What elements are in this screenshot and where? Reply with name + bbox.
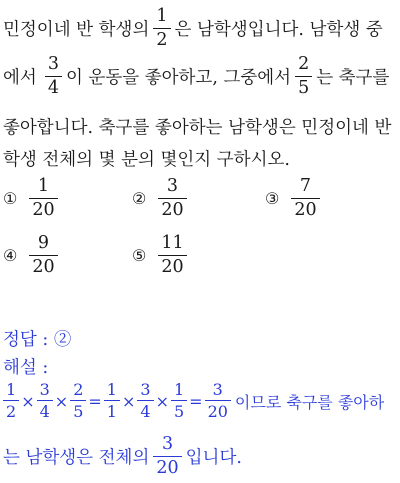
explanation-text: 는 남학생은 전체의 — [3, 448, 150, 468]
problem-line-2 — [3, 56, 389, 97]
times-sign: × — [21, 391, 35, 411]
explanation-text: 이므로 축구를 좋아하 — [234, 392, 385, 412]
times-sign: × — [121, 391, 136, 411]
problem-text: 에서 — [3, 68, 37, 88]
choice-number: ④ — [3, 246, 18, 265]
fraction: $\frac{1}{5}$ — [171, 382, 187, 420]
fraction: $\frac{2}{5}$ — [70, 382, 86, 420]
fraction: $\frac{3}{20}$ — [205, 382, 231, 420]
fraction: $\frac{1}{20}$ — [29, 178, 57, 219]
choice-2[interactable] — [132, 178, 191, 219]
fraction: $\frac{3}{4}$ — [37, 382, 53, 420]
choice-number: ③ — [265, 189, 280, 208]
equals-sign: = — [88, 391, 102, 411]
fraction: $\frac{1}{2}$ — [153, 8, 170, 49]
fraction: $\frac{7}{20}$ — [291, 178, 319, 219]
explanation-label: 해설 : — [3, 358, 49, 378]
fraction: $\frac{3}{20}$ — [158, 178, 186, 219]
fraction: $\frac{11}{20}$ — [158, 235, 186, 276]
problem-text: 이 운동을 좋아하고, 그중에서 — [65, 68, 292, 88]
choice-number: ① — [3, 189, 18, 208]
fraction: $\frac{3}{4}$ — [45, 56, 62, 97]
problem-text: 은 남학생입니다. 남학생 중 — [174, 20, 383, 40]
explanation-line-2 — [3, 436, 242, 477]
explanation-text: 입니다. — [185, 448, 242, 468]
problem-line-4: 학생 전체의 몇 분의 몇인지 구하시오. — [3, 150, 290, 170]
problem-line-3: 좋아합니다. 축구를 좋아하는 남학생은 민정이네 반 — [3, 118, 392, 138]
times-sign: × — [155, 391, 169, 411]
fraction: $\frac{3}{20}$ — [153, 436, 181, 477]
fraction: $\frac{1}{2}$ — [3, 382, 19, 420]
fraction: $\frac{1}{1}$ — [104, 382, 120, 420]
problem-text: 는 축구를 — [316, 68, 390, 88]
equals-sign: = — [189, 391, 203, 411]
choice-4[interactable] — [3, 235, 62, 276]
fraction: $\frac{9}{20}$ — [29, 235, 57, 276]
choice-number: ⑤ — [132, 246, 147, 265]
problem-text: 민정이네 반 학생의 — [3, 20, 150, 40]
explanation-equation — [2, 382, 384, 420]
answer-label: 정답 : ② — [3, 330, 72, 350]
choice-3[interactable] — [265, 178, 324, 219]
choice-1[interactable] — [3, 178, 62, 219]
choice-number: ② — [132, 189, 147, 208]
fraction: $\frac{2}{5}$ — [295, 56, 312, 97]
choice-5[interactable] — [132, 235, 191, 276]
problem-line-1 — [3, 8, 383, 49]
fraction: $\frac{3}{4}$ — [137, 382, 153, 420]
times-sign: × — [54, 391, 69, 411]
